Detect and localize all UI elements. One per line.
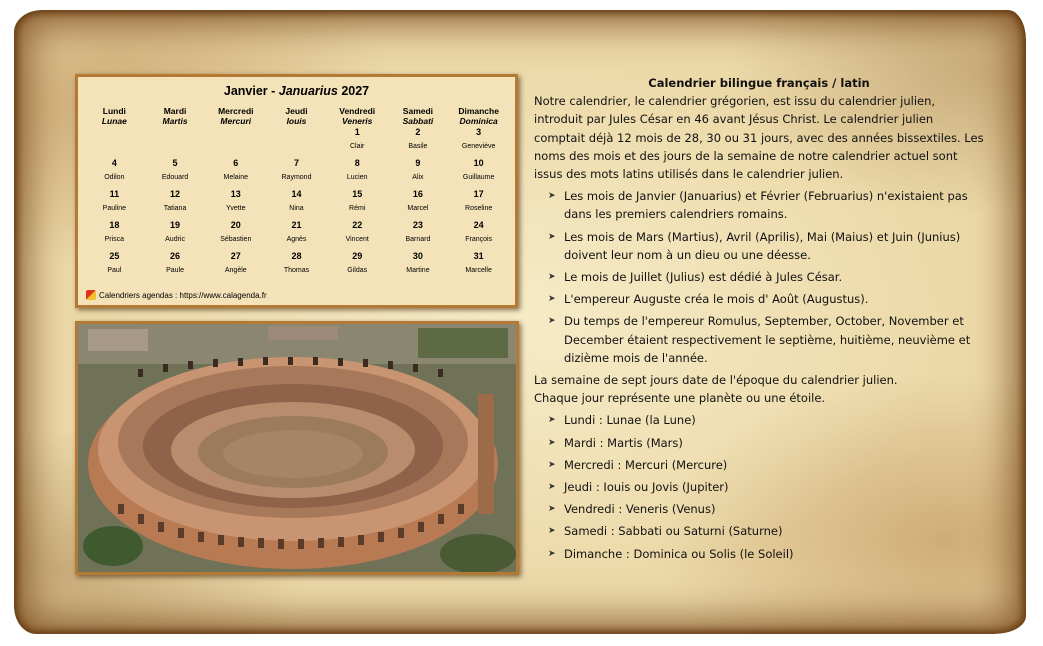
calendar-grid	[84, 106, 509, 281]
calendar-day-cell	[327, 188, 388, 219]
saint-name: Sébastien	[220, 236, 252, 243]
calendar-day-cell	[266, 188, 327, 219]
day-number: 20	[230, 220, 241, 230]
saint-name: Edouard	[161, 174, 189, 181]
day-header-lat: Iouis	[286, 116, 307, 126]
list-item-text: Le mois de Juillet (Julius) est dédié à Jules César.	[564, 270, 843, 285]
saint-name: François	[465, 236, 493, 243]
calendar-day-cell	[205, 219, 266, 250]
list-item-text: Du temps de l'empereur Romulus, September, October, November et December étaient respectivement le septième, huitième, neuvième et dizième mois de l'année.	[564, 314, 971, 365]
day-number: 17	[473, 189, 484, 199]
calendar-day-cell	[388, 188, 449, 219]
list-item-text: Lundi : Lunae (la Lune)	[564, 413, 696, 428]
saint-name: Alix	[412, 174, 424, 181]
saint-name: Vincent	[345, 236, 369, 243]
saint-name: Lucien	[346, 174, 368, 181]
day-number: 10	[473, 158, 484, 168]
calendar-day-cell	[266, 126, 327, 157]
list-item	[548, 545, 984, 563]
day-number: 25	[109, 251, 120, 261]
day-header	[327, 106, 388, 126]
calendar-day-cell	[448, 250, 509, 281]
saint-name: Paule	[166, 267, 185, 274]
day-number: 16	[412, 189, 423, 199]
calendar-footer-link[interactable]: Calendriers agendas : https://www.calagenda.fr	[99, 290, 267, 300]
day-number: 27	[230, 251, 241, 261]
calendar-day-cell	[145, 219, 206, 250]
day-number: 22	[352, 220, 363, 230]
arrow-bullet-icon: ➤	[548, 415, 556, 426]
arrow-bullet-icon: ➤	[548, 482, 556, 493]
calendar-day-cell	[327, 219, 388, 250]
calendar-day-cell	[266, 219, 327, 250]
calendar-day-cell	[388, 219, 449, 250]
day-number: 13	[230, 189, 241, 199]
saint-name: Gildas	[347, 267, 368, 274]
day-number: 31	[473, 251, 484, 261]
day-number: 2	[415, 127, 421, 137]
calendar-day-cell	[145, 250, 206, 281]
list-item-text: Mercredi : Mercuri (Mercure)	[564, 457, 728, 472]
day-number: 15	[352, 189, 363, 199]
day-number: 26	[170, 251, 181, 261]
arrow-bullet-icon: ➤	[548, 316, 556, 327]
calendar-day-cell	[205, 126, 266, 157]
day-number: 3	[476, 127, 482, 137]
arrow-bullet-icon: ➤	[548, 437, 556, 448]
calendar-day-cell	[205, 157, 266, 188]
day-header-lat: Dominica	[459, 116, 498, 126]
calendar-day-cell	[266, 157, 327, 188]
day-header	[448, 106, 509, 126]
saint-name: Clair	[350, 143, 365, 150]
calendar-day-cell	[448, 126, 509, 157]
arrow-bullet-icon: ➤	[548, 459, 556, 470]
day-number: 11	[109, 189, 120, 199]
calendar-day-cell	[327, 126, 388, 157]
calendar-day-cell	[327, 250, 388, 281]
saint-name: Basile	[408, 143, 428, 150]
week-intro-2: Chaque jour représente une planète ou une étoile.	[534, 391, 826, 406]
calendar-day-cell	[84, 157, 145, 188]
list-item-text: Vendredi : Veneris (Venus)	[564, 502, 716, 517]
day-number: 14	[291, 189, 302, 199]
list-item	[548, 434, 984, 452]
calendar-title: Janvier - Januarius 2027	[223, 84, 370, 98]
arrow-bullet-icon: ➤	[548, 294, 556, 305]
calendar-day-cell	[388, 157, 449, 188]
weekdays-list	[534, 411, 984, 562]
calagenda-logo-icon	[86, 290, 96, 300]
day-header-fr: Vendredi	[339, 106, 376, 116]
saint-name: Nina	[289, 205, 304, 212]
saint-name: Pauline	[102, 205, 127, 212]
day-header-lat: Lunae	[101, 116, 127, 126]
calendar-day-cell	[266, 250, 327, 281]
list-item	[548, 228, 984, 264]
calendar-day-cell	[84, 250, 145, 281]
day-header-fr: Lundi	[102, 106, 126, 116]
day-header-fr: Mardi	[163, 106, 187, 116]
saint-name: Martine	[406, 267, 430, 274]
list-item	[548, 456, 984, 474]
day-header-lat: Mercuri	[220, 116, 252, 126]
day-header-lat: Sabbati	[402, 116, 434, 126]
article-intro: Notre calendrier, le calendrier grégorien, est issu du calendrier julien, introduit par Jules César en 46 avant Jésus Christ. Le calendrier julien comptait déjà 12 mois de 28, 30 ou 31 jours, avec des années bissextiles. Les noms des mois et des jours de la semaine de notre calendrier actuel sont issus des mots latins utilisés dans le calendrier julien.	[534, 94, 984, 182]
list-item-text: Les mois de Mars (Martius), Avril (Aprilis), Mai (Maius) et Juin (Junius) doivent leur nom à un dieu ou une déesse.	[564, 229, 961, 262]
saint-name: Thomas	[283, 267, 310, 274]
day-number: 9	[415, 158, 421, 168]
day-number: 21	[291, 220, 302, 230]
day-header-lat: Veneris	[342, 116, 373, 126]
day-header	[266, 106, 327, 126]
day-number: 18	[109, 220, 120, 230]
week-intro-1: La semaine de sept jours date de l'époque du calendrier julien.	[534, 373, 898, 388]
list-item	[548, 500, 984, 518]
calendar-day-cell	[145, 126, 206, 157]
colosseum-photo	[75, 321, 519, 575]
list-item-text: Dimanche : Dominica ou Solis (le Soleil)	[564, 546, 794, 561]
calendar-day-cell	[448, 219, 509, 250]
day-header-fr: Mercredi	[218, 106, 254, 116]
day-header	[388, 106, 449, 126]
day-header-fr: Dimanche	[458, 106, 499, 116]
article	[534, 74, 984, 567]
arrow-bullet-icon: ➤	[548, 272, 556, 283]
saint-name: Marcelle	[465, 267, 492, 274]
article-heading: Calendrier bilingue français / latin	[648, 76, 870, 90]
saint-name: Rémi	[349, 205, 366, 212]
arrow-bullet-icon: ➤	[548, 231, 556, 242]
saint-name: Melaine	[223, 174, 249, 181]
calendar-day-cell	[205, 250, 266, 281]
calendar-day-cell	[448, 157, 509, 188]
colosseum-illustration	[78, 324, 516, 572]
day-header-fr: Samedi	[402, 106, 434, 116]
day-number: 6	[233, 158, 239, 168]
calendar-day-cell	[205, 188, 266, 219]
saint-name: Raymond	[281, 174, 312, 181]
day-number: 7	[293, 158, 299, 168]
list-item	[548, 478, 984, 496]
saint-name: Tatiana	[163, 205, 187, 212]
list-item-text: Mardi : Martis (Mars)	[564, 435, 683, 450]
calendar-day-cell	[84, 126, 145, 157]
calendar-day-cell	[388, 126, 449, 157]
day-number: 12	[170, 189, 181, 199]
calendar-day-cell	[145, 157, 206, 188]
list-item	[548, 522, 984, 540]
calendar-card	[75, 74, 518, 308]
day-number: 8	[354, 158, 360, 168]
day-number: 30	[412, 251, 423, 261]
day-header	[205, 106, 266, 126]
calendar-day-cell	[388, 250, 449, 281]
list-item-text: L'empereur Auguste créa le mois d' Août (Augustus).	[564, 292, 869, 307]
saint-name: Prisca	[104, 236, 125, 243]
saint-name: Barnard	[405, 236, 431, 243]
list-item-text: Les mois de Janvier (Januarius) et Février (Februarius) n'existaient pas dans les premiers calendriers romains.	[564, 189, 968, 222]
day-number: 28	[291, 251, 302, 261]
day-number: 24	[473, 220, 484, 230]
calendar-day-cell	[327, 157, 388, 188]
arrow-bullet-icon: ➤	[548, 526, 556, 537]
saint-name: Roseline	[465, 205, 493, 212]
day-number: 29	[352, 251, 363, 261]
saint-name: Yvette	[226, 205, 246, 212]
list-item	[548, 290, 984, 308]
day-header-fr: Jeudi	[285, 106, 308, 116]
day-number: 23	[412, 220, 423, 230]
saint-name: Angèle	[224, 267, 247, 274]
list-item-text: Samedi : Sabbati ou Saturni (Saturne)	[564, 524, 783, 539]
saint-name: Geneviève	[461, 143, 496, 150]
list-item	[548, 411, 984, 429]
saint-name: Audric	[165, 236, 185, 243]
saint-name: Guillaume	[462, 174, 495, 181]
arrow-bullet-icon: ➤	[548, 191, 556, 202]
day-header	[145, 106, 206, 126]
calendar-day-cell	[448, 188, 509, 219]
saint-name: Paul	[107, 267, 122, 274]
list-item	[548, 268, 984, 286]
day-header-lat: Martis	[162, 116, 188, 126]
saint-name: Odilon	[104, 174, 125, 181]
day-number: 5	[172, 158, 178, 168]
day-number: 19	[170, 220, 181, 230]
calendar-day-cell	[84, 188, 145, 219]
day-number: 4	[111, 158, 117, 168]
arrow-bullet-icon: ➤	[548, 548, 556, 559]
list-item-text: Jeudi : Iouis ou Jovis (Jupiter)	[564, 480, 729, 495]
arrow-bullet-icon: ➤	[548, 504, 556, 515]
list-item	[548, 187, 984, 223]
day-number: 1	[354, 127, 360, 137]
saint-name: Agnès	[286, 236, 307, 243]
months-list	[534, 187, 984, 367]
day-header	[84, 106, 145, 126]
calendar-day-cell	[145, 188, 206, 219]
calendar-footer[interactable]	[86, 290, 267, 300]
calendar-day-cell	[84, 219, 145, 250]
saint-name: Marcel	[407, 205, 429, 212]
list-item	[548, 312, 984, 367]
